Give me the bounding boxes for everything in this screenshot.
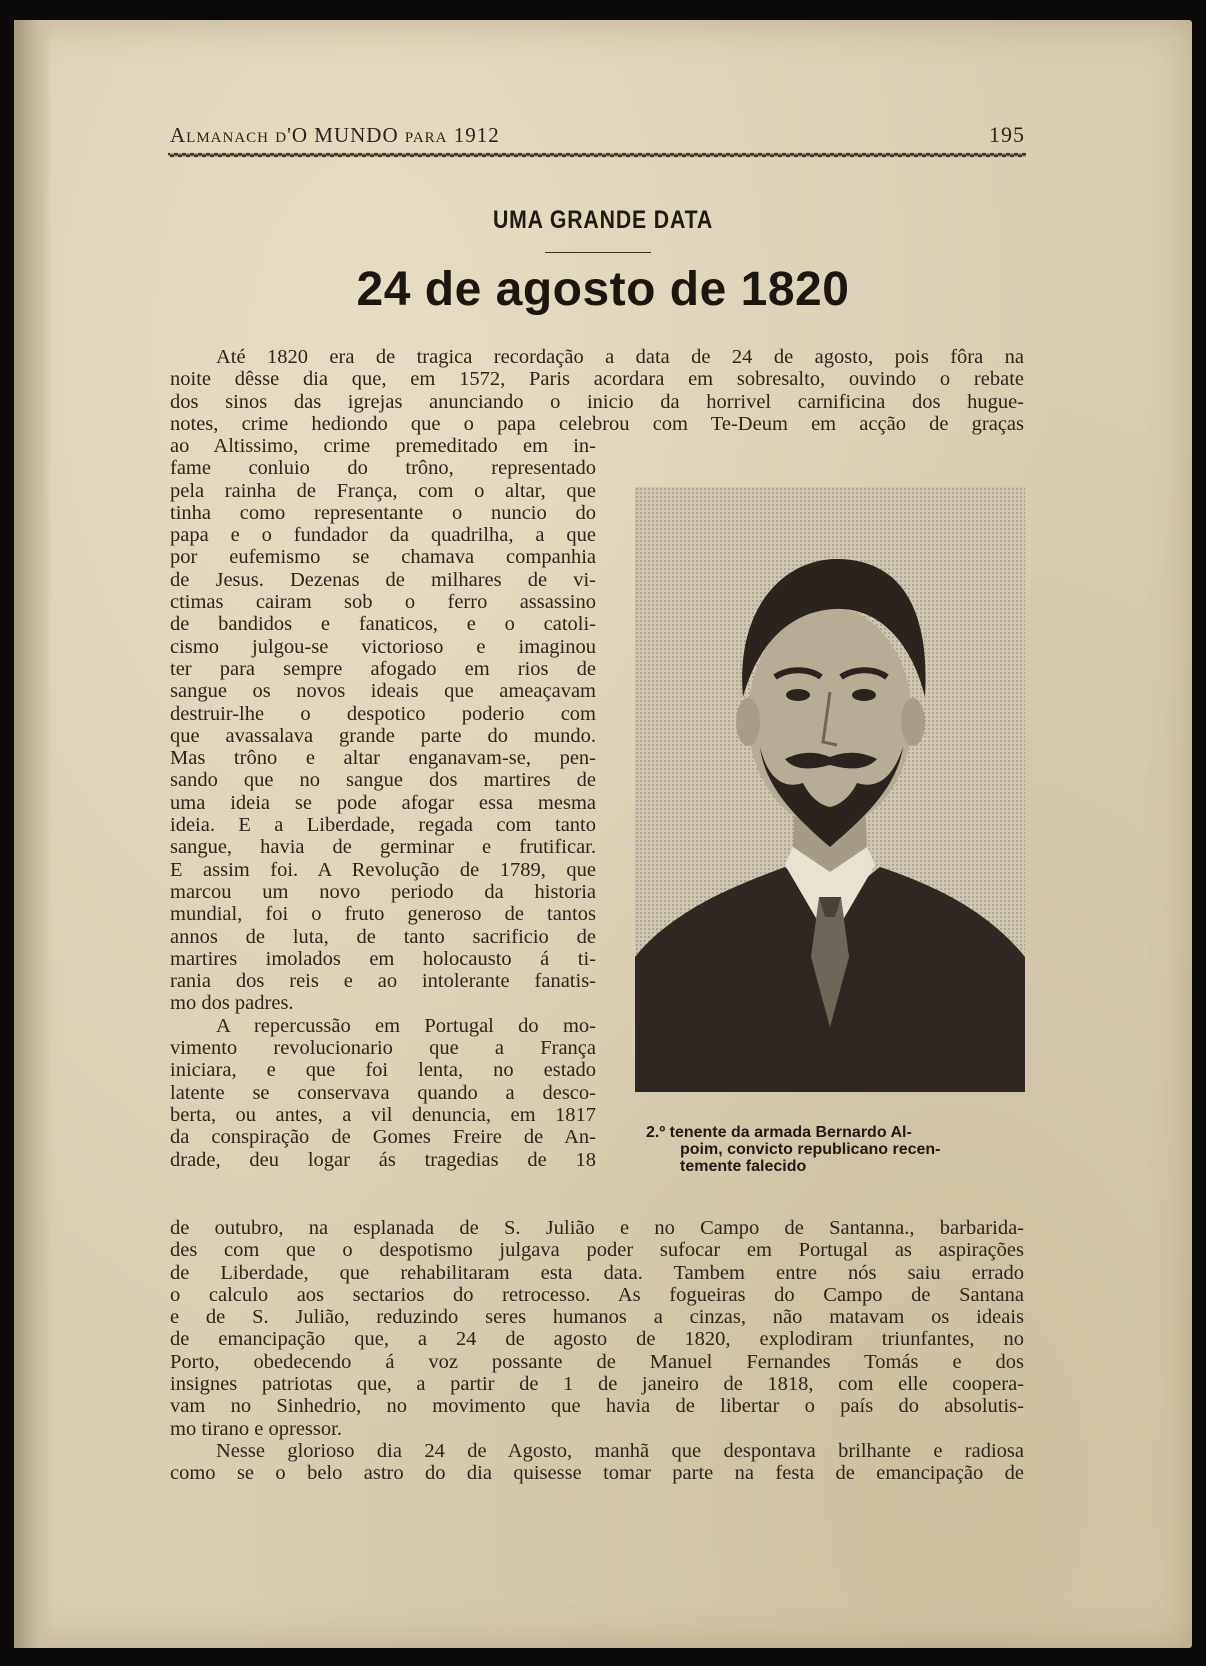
body-line: martires imolados em holocausto á ti- — [170, 947, 596, 970]
body-line: de emancipação que, a 24 de agosto de 1820, explodiram triunfantes, no — [170, 1328, 1024, 1351]
body-line: marcou um novo periodo da historia — [170, 880, 596, 903]
caption-line: 2.º tenente da armada Bernardo Al- — [646, 1124, 912, 1141]
kicker-divider — [545, 252, 651, 253]
body-line: mundial, foi o fruto generoso de tantos — [170, 903, 596, 926]
body-line: A repercussão em Portugal do mo- — [216, 1014, 596, 1037]
body-line: o calculo aos sectarios do retrocesso. As fogueiras do Campo de Santana — [170, 1283, 1024, 1306]
article-body-top — [170, 346, 1024, 435]
body-line: por eufemismo se chamava companhia — [170, 546, 596, 569]
caption-line: temente falecido — [680, 1158, 807, 1175]
article-body-bottom — [170, 1217, 1024, 1485]
article-kicker: UMA GRANDE DATA — [492, 206, 714, 234]
running-header-title: Almanach d'O MUNDO para 1912 — [170, 123, 500, 147]
body-line: annos de luta, de tanto sacrificio de — [170, 925, 596, 948]
body-line: vam no Sinhedrio, no movimento que havia de libertar o país do absolutis- — [170, 1395, 1024, 1418]
body-line: pela rainha de França, com o altar, que — [170, 479, 596, 502]
body-line: cismo julgou-se victorioso e imaginou — [170, 635, 596, 658]
body-line: de bandidos e fanaticos, e o catoli- — [170, 613, 596, 636]
body-line: noite dêsse dia que, em 1572, Paris acordara em sobresalto, ouvindo o rebate — [170, 368, 1024, 391]
body-line: ter para sempre afogado em rios de — [170, 657, 596, 680]
body-line: insignes patriotas que, a partir de 1 de janeiro de 1818, com elle coopera- — [170, 1373, 1024, 1396]
portrait-illustration — [635, 487, 1025, 1092]
body-line: ctimas cairam sob o ferro assassino — [170, 591, 596, 614]
body-line: sangue, havia de germinar e frutificar. — [170, 836, 596, 859]
portrait-photo — [635, 487, 1025, 1092]
caption-line: poim, convicto republicano recen- — [680, 1141, 941, 1158]
body-line: Porto, obedecendo á voz possante de Manuel Fernandes Tomás e dos — [170, 1350, 1024, 1373]
body-line: vimento revolucionario que a França — [170, 1037, 596, 1060]
photo-caption — [646, 1124, 1018, 1175]
body-line: Mas trôno e altar enganavam-se, pen- — [170, 747, 596, 770]
header-wavy-rule — [168, 151, 1026, 159]
body-line: Nesse glorioso dia 24 de Agosto, manhã que despontava brilhante e radiosa — [216, 1439, 1024, 1462]
body-line: de Liberdade, que rehabilitaram esta data. Tambem entre nós saiu errado — [170, 1261, 1024, 1284]
body-line: que avassalava grande parte do mundo. — [170, 724, 596, 747]
body-line: Até 1820 era de tragica recordação a data de 24 de agosto, pois fôra na — [216, 346, 1024, 368]
body-line: sangue os novos ideais que ameaçavam — [170, 680, 596, 703]
body-line: uma ideia se pode afogar essa mesma — [170, 791, 596, 814]
running-header — [170, 118, 1025, 148]
body-line: berta, ou antes, a vil denuncia, em 1817 — [170, 1103, 596, 1126]
body-line: iniciara, e que foi lenta, no estado — [170, 1059, 596, 1082]
body-line: sando que no sangue dos martires de — [170, 769, 596, 792]
body-line: E assim foi. A Revolução de 1789, que — [170, 858, 596, 881]
body-line: como se o belo astro do dia quisesse tomar parte na festa de emancipação de — [170, 1462, 1024, 1485]
body-line: da conspiração de Gomes Freire de An- — [170, 1126, 596, 1149]
page-number: 195 — [989, 122, 1025, 147]
article-body-column — [170, 435, 596, 1171]
body-line: fame conluio do trôno, representado — [170, 457, 596, 480]
body-line: ao Altissimo, crime premeditado em in- — [170, 435, 596, 457]
body-line: latente se conservava quando a desco- — [170, 1081, 596, 1104]
body-line: drade, deu logar ás tragedias de 18 — [170, 1148, 596, 1171]
body-line: de outubro, na esplanada de S. Julião e no Campo de Santanna., barbarida- — [170, 1217, 1024, 1239]
body-line: destruir-lhe o despotico poderio com — [170, 702, 596, 725]
body-line: de Jesus. Dezenas de milhares de vi- — [170, 568, 596, 591]
body-line: des com que o despotismo julgava poder sufocar em Portugal as aspirações — [170, 1239, 1024, 1262]
body-line: mo tirano e opressor. — [170, 1417, 342, 1440]
body-line: papa e o fundador da quadrilha, a que — [170, 524, 596, 547]
body-line: ideia. E a Liberdade, regada com tanto — [170, 814, 596, 837]
article-headline: 24 de agosto de 1820 — [356, 263, 850, 316]
body-line: dos sinos das igrejas anunciando o inicio da horrivel carnificina dos hugue- — [170, 390, 1024, 413]
body-line: e de S. Julião, reduzindo seres humanos a cinzas, não matavam os ideais — [170, 1306, 1024, 1329]
body-line: mo dos padres. — [170, 992, 294, 1015]
body-line: rania dos reis e ao intolerante fanatis- — [170, 970, 596, 993]
body-line: notes, crime hediondo que o papa celebrou com Te-Deum em acção de graças — [170, 412, 1024, 435]
body-line: tinha como representante o nuncio do — [170, 501, 596, 524]
